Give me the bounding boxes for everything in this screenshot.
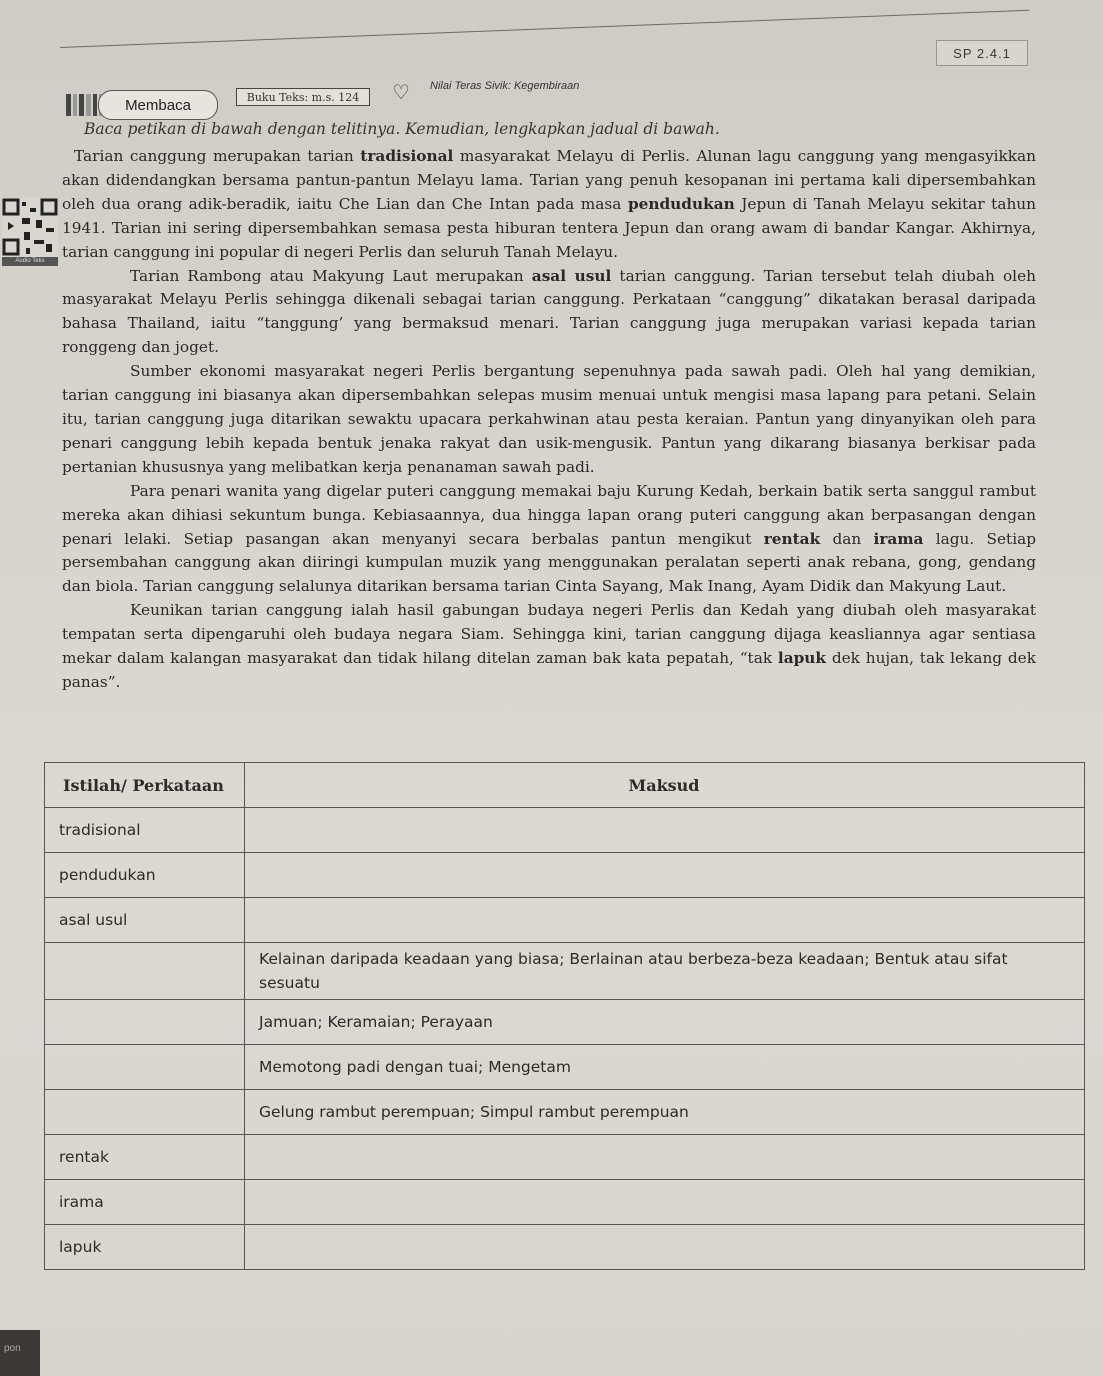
table-row — [45, 853, 1085, 898]
buku-teks-label: Buku Teks: m.s. 124 — [236, 88, 370, 106]
meaning-cell: Jamuan; Keramaian; Perayaan — [245, 1000, 1085, 1045]
meaning-cell[interactable] — [245, 898, 1085, 943]
nilai-teras-label: Nilai Teras Sivik: Kegembiraan — [430, 80, 580, 92]
table-row — [45, 1000, 1085, 1045]
paragraph-5: Keunikan tarian canggung ialah hasil gabungan budaya negeri Perlis dan Kedah yang diubah oleh masyarakat tempatan serta dipengaruhi oleh budaya negara Siam. Sehingga kini, tarian canggung dijaga keasliannya agar sentiasa mekar dalam kalangan masyarakat dan tidak hilang ditelan zaman bak kata pepatah, “tak lapuk dek hujan, tak lekang dek panas”. — [62, 601, 1036, 691]
paragraph-3: Sumber ekonomi masyarakat negeri Perlis bergantung sepenuhnya pada sawah padi. Oleh hal yang demikian, tarian canggung ini biasanya akan dipersembahkan selepas musim menuai untuk mengisi masa lapang para petani. Selain itu, tarian canggung juga ditarikan sewaktu upacara perkahwinan atau pesta keraian. Pantun yang dinyanyikan oleh para penari canggung lebih kepada bentuk jenaka rakyat dan usik-mengusik. Pantun yang dikarang biasanya berkisar pada pertanian khususnya yang melibatkan kerja penanaman sawah padi. — [62, 362, 1036, 476]
term-cell: rentak — [45, 1135, 245, 1180]
table-row — [45, 1090, 1085, 1135]
meaning-cell: Gelung rambut perempuan; Simpul rambut perempuan — [245, 1090, 1085, 1135]
heart-icon: ♡ — [392, 80, 410, 104]
term-cell: pendudukan — [45, 853, 245, 898]
term-cell[interactable] — [45, 1090, 245, 1135]
table-row — [45, 943, 1085, 1000]
qr-code-icon[interactable] — [2, 198, 58, 262]
meaning-cell[interactable] — [245, 1135, 1085, 1180]
table-row — [45, 1045, 1085, 1090]
meaning-cell: Memotong padi dengan tuai; Mengetam — [245, 1045, 1085, 1090]
table-row — [45, 1180, 1085, 1225]
table-row — [45, 1225, 1085, 1270]
term-cell: asal usul — [45, 898, 245, 943]
paragraph-1: Tarian canggung merupakan tarian tradisional masyarakat Melayu di Perlis. Alunan lagu canggung yang mengasyikkan akan didendangkan bersama pantun-pantun Melayu lama. Tarian yang penuh kesopanan ini pertama kali dipersembahkan oleh dua orang adik-beradik, iaitu Che Lian dan Che Intan pada masa pendudukan Jepun di Tanah Melayu sekitar tahun 1941. Tarian ini sering dipersembahkan semasa pesta hiburan tentera Jepun dan orang awam di bandar Kangar. Akhirnya, tarian canggung ini popular di negeri Perlis dan seluruh Tanah Melayu. — [62, 147, 1037, 261]
qr-label: Audio Teks — [2, 257, 58, 266]
vocabulary-table-wrap — [44, 762, 1094, 1307]
term-cell: irama — [45, 1180, 245, 1225]
header-rule — [60, 10, 1029, 48]
meaning-cell[interactable] — [245, 1180, 1085, 1225]
header-maksud: Maksud — [245, 763, 1085, 808]
table-row — [45, 898, 1085, 943]
instruction-text: Baca petikan di bawah dengan telitinya. Kemudian, lengkapkan jadual di bawah. — [84, 120, 720, 138]
term-cell: lapuk — [45, 1225, 245, 1270]
meaning-cell[interactable] — [245, 808, 1085, 853]
corner-text: pon — [4, 1343, 21, 1354]
term-cell[interactable] — [45, 1000, 245, 1045]
term-cell: tradisional — [45, 808, 245, 853]
meaning-cell[interactable] — [245, 853, 1085, 898]
term-cell[interactable] — [45, 943, 245, 1000]
meaning-cell[interactable] — [245, 1225, 1085, 1270]
vocabulary-table — [44, 762, 1085, 1270]
table-row — [45, 808, 1085, 853]
table-row — [45, 1135, 1085, 1180]
table-header-row — [45, 763, 1085, 808]
sp-code-box: SP 2.4.1 — [936, 40, 1028, 66]
term-cell[interactable] — [45, 1045, 245, 1090]
membaca-label: Membaca — [98, 90, 218, 120]
reading-passage — [62, 145, 1036, 695]
meaning-cell: Kelainan daripada keadaan yang biasa; Berlainan atau berbeza-beza keadaan; Bentuk atau sifat sesuatu — [245, 943, 1085, 1000]
paragraph-4: Para penari wanita yang digelar puteri canggung memakai baju Kurung Kedah, berkain batik serta sanggul rambut mereka akan dihiasi sekuntum bunga. Kebiasaannya, dua hingga lapan orang puteri canggung akan berpasangan dengan penari lelaki. Setiap pasangan akan menyanyi secara berbalas pantun mengikut rentak dan irama lagu. Setiap persembahan canggung akan diiringi kumpulan muzik yang menggunakan peralatan seperti anak rebana, gong, gendang dan biola. Tarian canggung selalunya ditarikan bersama tarian Cinta Sayang, Mak Inang, Ayam Didik dan Makyung Laut. — [62, 481, 1036, 596]
header-istilah: Istilah/ Perkataan — [45, 763, 245, 808]
paragraph-2: Tarian Rambong atau Makyung Laut merupakan asal usul tarian canggung. Tarian tersebut telah diubah oleh masyarakat Melayu Perlis sehingga dikenali sebagai tarian canggung. Perkataan “canggung” dikatakan berasal daripada bahasa Thailand, iaitu “tanggung’ yang bermaksud menari. Tarian canggung juga merupakan variasi kepada tarian ronggeng dan joget. — [62, 266, 1036, 357]
